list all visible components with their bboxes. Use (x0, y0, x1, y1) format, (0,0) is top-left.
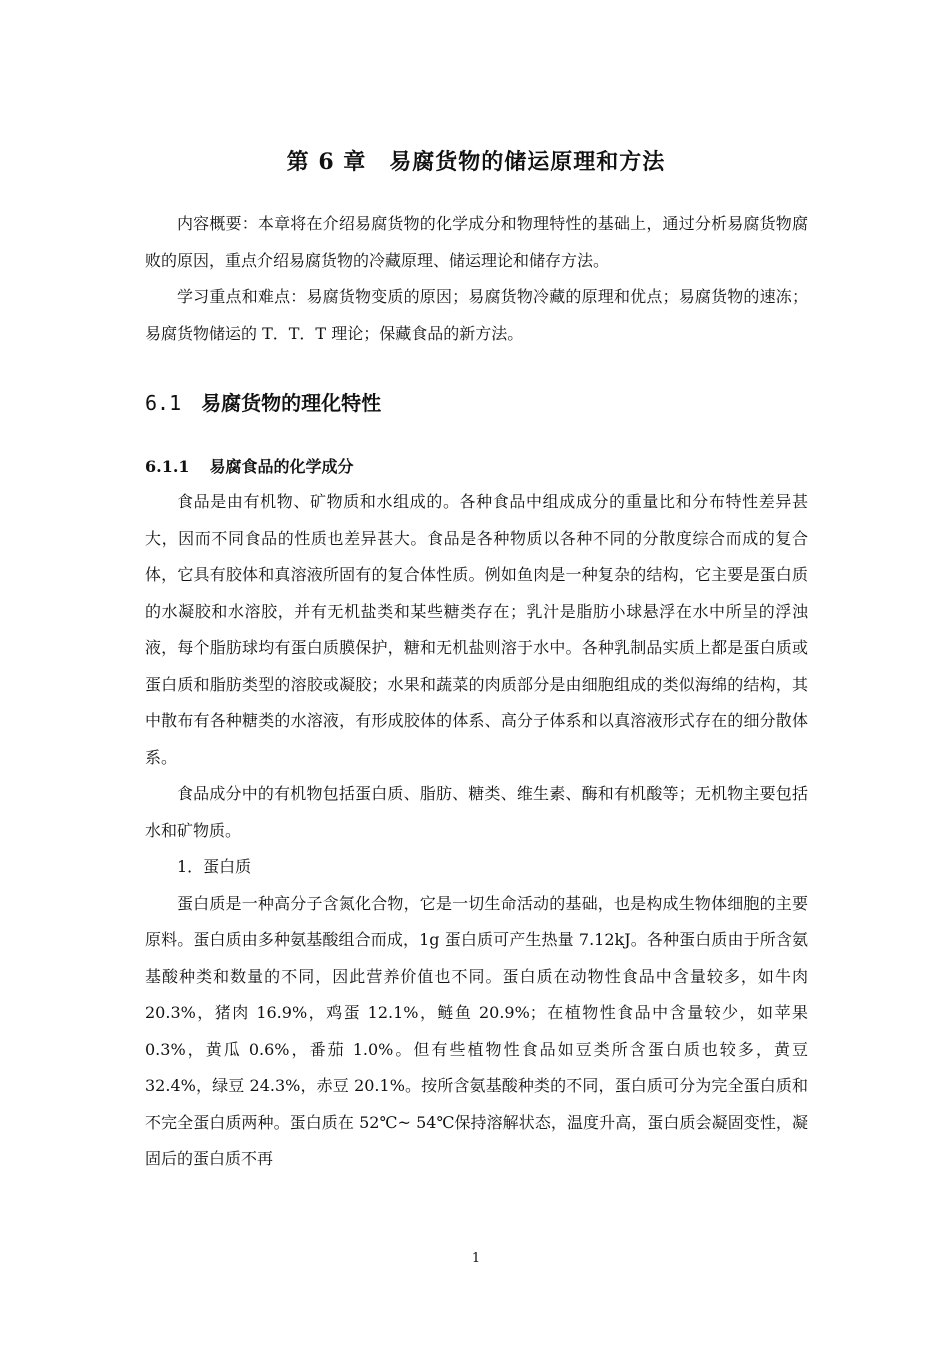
section-heading (145, 388, 381, 418)
subsection-heading (145, 454, 354, 480)
key-points-paragraph: 学习重点和难点：易腐货物变质的原因；易腐货物冷藏的原理和优点；易腐货物的速冻；易腐货物储运的 T．T．T 理论；保藏食品的新方法。 (145, 287, 808, 343)
body-paragraph: 食品成分中的有机物包括蛋白质、脂肪、糖类、维生素、酶和有机酸等；无机物主要包括水和矿物质。 (145, 784, 808, 840)
list-item-heading: 1．蛋白质 (177, 857, 252, 876)
body-paragraph: 蛋白质是一种高分子含氮化合物，它是一切生命活动的基础，也是构成生物体细胞的主要原料。蛋白质由多种氨基酸组合而成，1g 蛋白质可产生热量 7.12kJ。各种蛋白质由于所含氨基酸种类和数量的不同，因此营养价值也不同。蛋白质在动物性食品中含量较多，如牛肉 20.3%，猪肉 16.9%，鸡蛋 12.1%，鲢鱼 20.9%；在植物性食品中含量较少，如苹果 0.3%，黄瓜 0.6%，番茄 1.0%。但有些植物性食品如豆类所含蛋白质也较多，黄豆 32.4%，绿豆 24.3%，赤豆 20.1%。按所含氨基酸种类的不同，蛋白质可分为完全蛋白质和不完全蛋白质两种。蛋白质在 52℃~ 54℃保持溶解状态，温度升高，蛋白质会凝固变性，凝固后的蛋白质不再 (145, 893, 808, 1168)
body-text (145, 484, 808, 1178)
chapter-title: 第 6 章 易腐货物的储运原理和方法 (286, 149, 666, 175)
page-number: 1 (471, 1251, 481, 1266)
section-title: 易腐货物的理化特性 (201, 391, 382, 415)
chapter-summary (145, 206, 808, 352)
body-paragraph: 食品是由有机物、矿物质和水组成的。各种食品中组成成分的重量比和分布特性差异甚大，因而不同食品的性质也差异甚大。食品是各种物质以各种不同的分散度综合而成的复合体，它具有胶体和真溶液所固有的复合体性质。例如鱼肉是一种复杂的结构，它主要是蛋白质的水凝胶和水溶胶，并有无机盐类和某些糖类存在；乳汁是脂肪小球悬浮在水中所呈的浮浊液，每个脂肪球均有蛋白质膜保护，糖和无机盐则溶于水中。各种乳制品实质上都是蛋白质或蛋白质和脂肪类型的溶胶或凝胶；水果和蔬菜的肉质部分是由细胞组成的类似海绵的结构，其中散布有各种糖类的水溶液，有形成胶体的体系、高分子体系和以真溶液形式存在的细分散体系。 (145, 492, 808, 767)
subsection-title: 易腐食品的化学成分 (209, 457, 354, 476)
subsection-number: 6.1.1 (145, 457, 190, 476)
section-number: 6.1 (145, 391, 182, 415)
overview-paragraph: 内容概要：本章将在介绍易腐货物的化学成分和物理特性的基础上，通过分析易腐货物腐败的原因，重点介绍易腐货物的冷藏原理、储运理论和储存方法。 (145, 214, 808, 270)
